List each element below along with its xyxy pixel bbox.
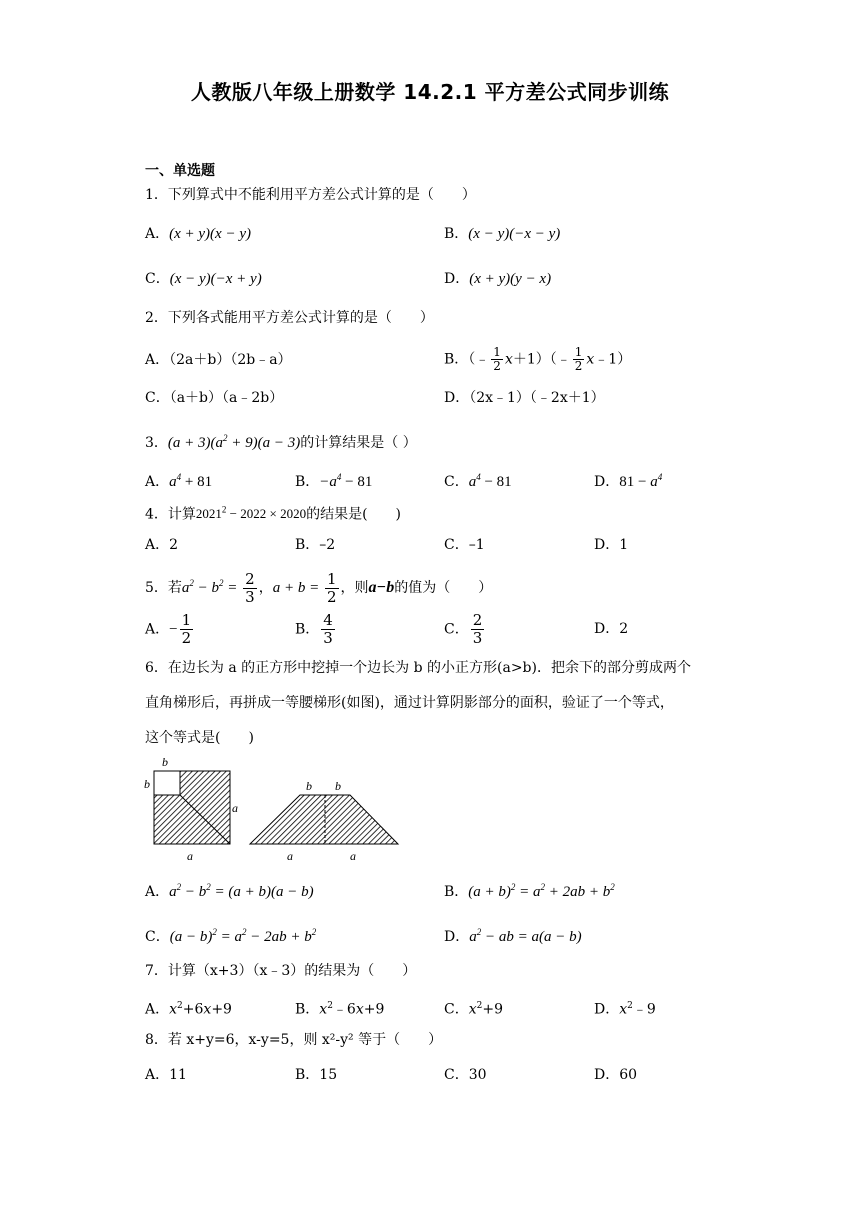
label-a-right: a xyxy=(232,801,238,815)
question-4-stem: 4．计算$2021^2 - 2022 \times 2020$的结果是( ) xyxy=(145,505,402,523)
label-a-bottom: a xyxy=(187,849,193,863)
q6-figure xyxy=(140,755,410,865)
question-1-stem: 1．下列算式中不能利用平方差公式计算的是（ ） xyxy=(145,187,476,203)
page-title: 人教版八年级上册数学 14.2.1 平方差公式同步训练 xyxy=(190,80,670,104)
q2-option-b: B．（﹣ $\frac{1}{2}$ x＋1）（﹣ $\frac{1}{2}$ x﹣1） xyxy=(444,345,632,373)
square-figure xyxy=(154,771,230,844)
q6-option-d: D．$a^2$ − ab = a(a − b) xyxy=(444,927,582,945)
q6-option-b: B．$(a + b)^2 = a^2 + 2ab + b^2$ xyxy=(444,882,615,900)
q4-option-c: C．–1 xyxy=(444,537,485,553)
label-a-trap-left: a xyxy=(287,849,293,863)
label-b-left: b xyxy=(144,777,150,791)
question-6-stem: 6．在边长为 a 的正方形中挖掉一个边长为 b 的小正方形(a>b)．把余下的部分剪成两个 直角梯形后，再拼成一等腰梯形(如图)，通过计算阴影部分的面积，验证了一个等式， 这个等式是( ) xyxy=(145,660,691,746)
question-2-stem: 2．下列各式能用平方差公式计算的是（ ） xyxy=(145,310,434,326)
label-a-trap-right: a xyxy=(350,849,356,863)
q3-option-d: D．$81 - a^4$ xyxy=(594,472,663,490)
q5-option-a: A．− $\frac{1}{2}$ xyxy=(145,611,192,647)
q4-option-a: A．2 xyxy=(145,537,179,553)
question-7-stem: 7．计算（x+3）（x﹣3）的结果为（ ） xyxy=(145,963,417,979)
q5-option-b: B． $\frac{4}{3}$ xyxy=(295,611,333,647)
q8-option-a: A．11 xyxy=(145,1067,187,1083)
section-heading: 一、单选题 xyxy=(145,163,215,179)
q2-option-d: D．（2x﹣1）（﹣2x＋1） xyxy=(444,390,605,406)
label-b-trap-left: b xyxy=(306,779,312,793)
label-b-trap-right: b xyxy=(335,779,341,793)
q5-option-d: D．2 xyxy=(594,621,629,637)
q7-option-d: D．$x^2﹣9$ xyxy=(594,1001,656,1018)
q4-option-d: D．1 xyxy=(594,537,629,553)
q2-option-c: C．（a＋b）（a﹣2b） xyxy=(145,390,284,406)
q7-option-a: A．$x^2+6x+9$ xyxy=(145,1001,232,1018)
q2-option-a: A．（2a＋b）（2b﹣a） xyxy=(145,352,292,368)
q8-option-c: C．30 xyxy=(444,1067,487,1083)
q1-option-a: A．(x + y)(x − y) xyxy=(145,226,251,242)
question-3-stem: 3．$(a + 3)(a^2 + 9)(a - 3)$的计算结果是（ ） xyxy=(145,433,417,451)
q8-option-b: B．15 xyxy=(295,1067,338,1083)
q8-option-d: D．60 xyxy=(594,1067,638,1083)
q4-option-b: B．–2 xyxy=(295,537,336,553)
q1-option-d: D．(x + y)(y − x) xyxy=(444,271,552,287)
label-b-top: b xyxy=(162,755,168,769)
q7-option-b: B．$x^2﹣6x+9$ xyxy=(295,1001,385,1018)
q3-option-b: B．$-a^4 - 81$ xyxy=(295,472,373,490)
q7-option-c: C．$x^2+9$ xyxy=(444,1001,503,1018)
trapezoid-figure xyxy=(250,795,398,844)
q3-option-c: C．$a^4 - 81$ xyxy=(444,472,512,490)
question-8-stem: 8．若 x+y=6，x-y=5，则 x²-y² 等于（ ） xyxy=(145,1032,443,1048)
question-5-stem: 5．若$a^2 - b^2$ = $\frac{2}{3}$ ，a + b = $\frac{1}{2}$ ，则a−b的值为（ ） xyxy=(145,569,493,606)
q1-option-c: C．(x − y)(−x + y) xyxy=(145,271,262,287)
q6-option-a: A．$a^2 - b^2 = (a + b)(a - b)$ xyxy=(145,882,314,900)
q1-option-b: B．(x − y)(−x − y) xyxy=(444,226,561,242)
q6-option-c: C．$(a - b)^2 = a^2 - 2ab + b^2$ xyxy=(145,927,317,945)
q5-option-c: C． $\frac{2}{3}$ xyxy=(444,611,483,647)
q3-option-a: A．$a^4 + 81$ xyxy=(145,472,213,490)
